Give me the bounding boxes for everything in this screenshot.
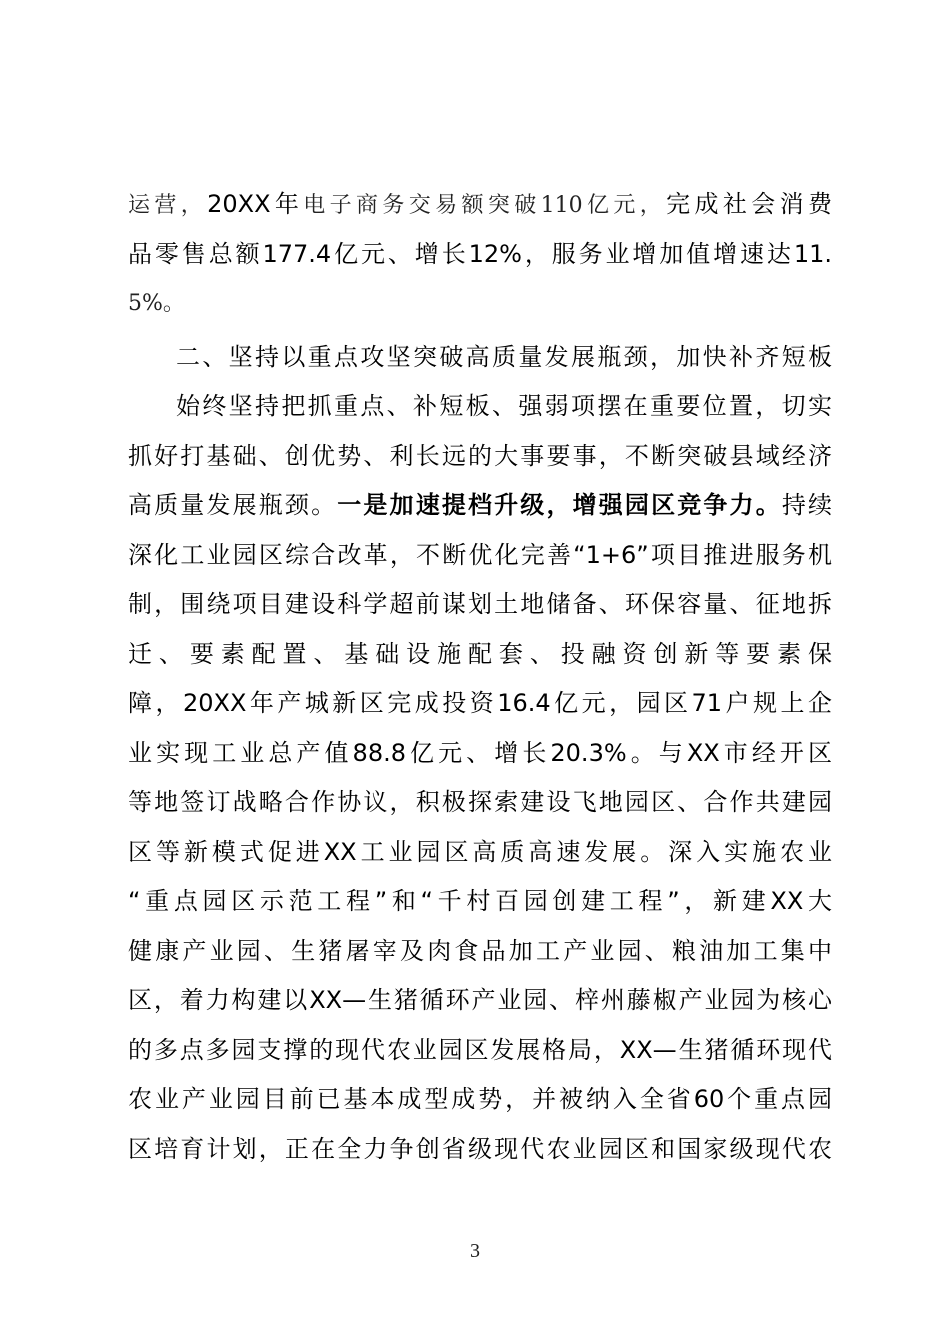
- text-line-14: 区等新模式促进XX工业园区高质高速发展。深入实施农业: [128, 837, 832, 866]
- text-line-10: 迁、要素配置、基础设施配套、投融资创新等要素保: [128, 639, 832, 668]
- text-line-11: 障，20XX年产城新区完成投资16.4亿元，园区71户规上企: [128, 689, 832, 717]
- section-heading: 二、坚持以重点攻坚突破高质量发展瓶颈，加快补齐短板: [176, 342, 832, 371]
- text-line-7: 高质量发展瓶颈。一是加速提档升级，增强园区竞争力。持续: [128, 491, 833, 519]
- text-line-8: 深化工业园区综合改革，不断优化完善“1+6”项目推进服务机: [128, 540, 832, 569]
- text-line-1: 运营，20XX年电子商务交易额突破110亿元，完成社会消费: [128, 190, 832, 218]
- text-line-12: 业实现工业总产值88.8亿元、增长20.3%。与XX市经开区: [128, 738, 832, 767]
- text-line-18: 的多点多园支撑的现代农业园区发展格局，XX—生猪循环现代: [128, 1035, 832, 1064]
- body-text: [128, 180, 832, 1174]
- bold-subheading: 一是加速提档升级，增强园区竞争力。: [337, 491, 782, 519]
- text-line-20: 区培育计划，正在全力争创省级现代农业园区和国家级现代农: [128, 1134, 832, 1163]
- text-line-3: 5%。: [128, 291, 185, 316]
- page-number: 3: [470, 1240, 480, 1262]
- text-line-5: 始终坚持把抓重点、补短板、强弱项摆在重要位置，切实: [176, 392, 832, 420]
- text-line-19: 农业产业园目前已基本成型成势，并被纳入全省60个重点园: [128, 1085, 832, 1113]
- text-line-2: 品零售总额177.4亿元、增长12%，服务业增加值增速达11.: [128, 239, 832, 268]
- text-line-17: 区，着力构建以XX—生猪循环产业园、梓州藤椒产业园为核心: [128, 986, 832, 1014]
- text-line-16: 健康产业园、生猪屠宰及肉食品加工产业园、粮油加工集中: [128, 936, 832, 965]
- text-line-15: “重点园区示范工程”和“千村百园创建工程”，新建XX大: [128, 887, 832, 915]
- text-line-6: 抓好打基础、创优势、利长远的大事要事，不断突破县域经济: [128, 441, 832, 470]
- text-line-13: 等地签订战略合作协议，积极探索建设飞地园区、合作共建园: [128, 788, 832, 816]
- text-line-9: 制，围绕项目建设科学超前谋划土地储备、环保容量、征地拆: [128, 590, 832, 618]
